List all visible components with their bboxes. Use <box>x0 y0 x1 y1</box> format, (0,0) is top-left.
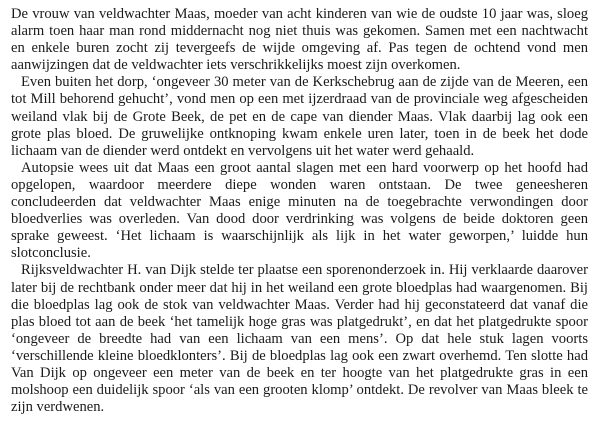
document-page <box>11 6 588 416</box>
paragraph-1: De vrouw van veldwachter Maas, moeder van acht kinderen van wie de oudste 10 jaar was, sloeg alarm toen haar man rond middernacht nog niet thuis was gekomen. Samen met een nachtwacht en enkele buren zocht zij tevergeefs de wijde omgeving af. Pas tegen de ochtend vond men aanwijzingen dat de veldwachter iets verschrikkelijks moest zijn overkomen. <box>11 6 588 74</box>
paragraph-4: Rijksveldwachter H. van Dijk stelde ter plaatse een sporenonderzoek in. Hij verklaarde daarover later bij de rechtbank onder meer dat hij in het weiland een grote bloedplas had waargenomen. Bij die bloedplas lag ook de stok van veldwachter Maas. Verder had hij geconstateerd dat vanaf die plas bloed tot aan de beek ‘het tamelijk hoge gras was platgedrukt’, en dat het platgedrukte spoor ‘ongeveer de breedte had van een lichaam van een mens’. Op dat hele stuk lagen voorts ‘verschillende kleine bloedklonters’. Bij de bloedplas lag ook een zwart overhemd. Ten slotte had Van Dijk op ongeveer een meter van de beek en ter hoogte van het platgedrukte gras in een molshoop een duidelijk spoor ‘als van een grooten klomp’ ontdekt. De revolver van Maas bleek te zijn verdwenen. <box>11 262 588 416</box>
paragraph-2: Even buiten het dorp, ‘ongeveer 30 meter van de Kerkschebrug aan de zijde van de Meeren, een tot Mill behorend gehucht’, vond men op een met ijzerdraad van de provinciale weg afgescheiden weiland vlak bij de Grote Beek, de pet en de cape van diender Maas. Vlak daarbij lag ook een grote plas bloed. De gruwelijke ontknoping kwam enkele uren later, toen in de beek het dode lichaam van de diender werd ontdekt en vervolgens uit het water werd gehaald. <box>11 74 588 159</box>
paragraph-3: Autopsie wees uit dat Maas een groot aantal slagen met een hard voorwerp op het hoofd had opgelopen, waardoor meerdere diepe wonden waren ontstaan. De twee geneesheren concludeerden dat veldwachter Maas enige minuten na de toegebrachte verwondingen door bloedverlies was overleden. Van dood door verdrinking was volgens de beide doktoren geen sprake geweest. ‘Het lichaam is waarschijnlijk als lijk in het water geworpen,’ luidde hun slotconclusie. <box>11 159 588 262</box>
